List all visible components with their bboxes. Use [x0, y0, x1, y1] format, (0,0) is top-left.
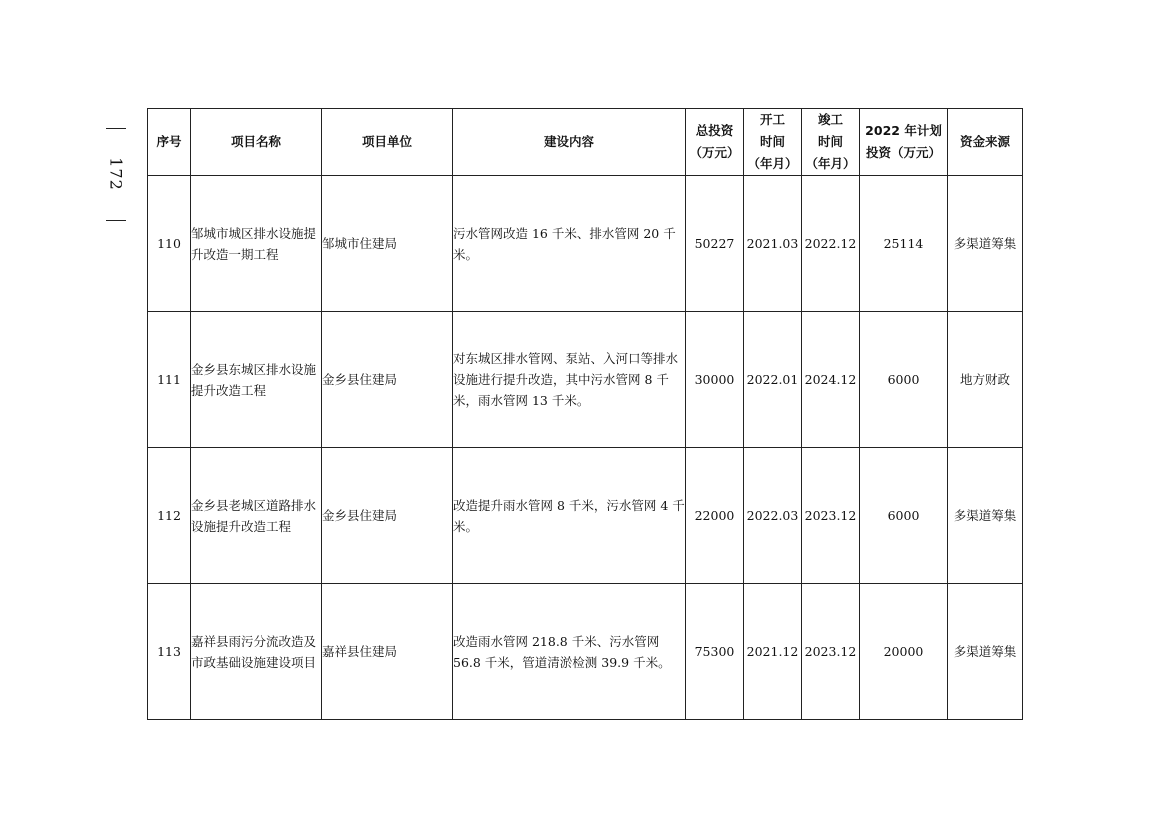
- page-number-dash-bottom: [106, 220, 126, 221]
- cell-funding-source: 多渠道筹集: [948, 176, 1023, 312]
- cell-funding-source: 地方财政: [948, 312, 1023, 448]
- cell-project-unit: 金乡县住建局: [322, 448, 453, 584]
- cell-project-unit: 嘉祥县住建局: [322, 584, 453, 720]
- cell-funding-source: 多渠道筹集: [948, 584, 1023, 720]
- header-2022-plan: [860, 109, 948, 176]
- cell-total-investment: 30000: [686, 312, 744, 448]
- header-project-unit: 项目单位: [322, 109, 453, 176]
- page-number-text: 172: [106, 157, 126, 191]
- header-2022-plan-unit: 投资（万元）: [865, 145, 941, 160]
- cell-end-time: 2024.12: [802, 312, 860, 448]
- cell-total-investment: 50227: [686, 176, 744, 312]
- cell-project-unit: 金乡县住建局: [322, 312, 453, 448]
- cell-end-time: 2023.12: [802, 448, 860, 584]
- cell-seq: 113: [148, 584, 191, 720]
- cell-construction-content: 改造提升雨水管网 8 千米，污水管网 4 千米。: [453, 448, 686, 584]
- cell-2022-plan: 20000: [860, 584, 948, 720]
- header-total-investment-line: 总投资: [695, 123, 734, 138]
- header-start-time: [744, 109, 802, 176]
- cell-2022-plan: 25114: [860, 176, 948, 312]
- cell-total-investment: 22000: [686, 448, 744, 584]
- cell-seq: 112: [148, 448, 191, 584]
- cell-start-time: 2021.12: [744, 584, 802, 720]
- cell-2022-plan: 6000: [860, 312, 948, 448]
- cell-project-name: 金乡县东城区排水设施提升改造工程: [191, 312, 322, 448]
- cell-project-name: 邹城市城区排水设施提升改造一期工程: [191, 176, 322, 312]
- cell-funding-source: 多渠道筹集: [948, 448, 1023, 584]
- cell-project-unit: 邹城市住建局: [322, 176, 453, 312]
- cell-seq: 111: [148, 312, 191, 448]
- cell-construction-content: 对东城区排水管网、泵站、入河口等排水设施进行提升改造，其中污水管网 8 千米，雨水管网 13 千米。: [453, 312, 686, 448]
- cell-project-name: 嘉祥县雨污分流改造及市政基础设施建设项目: [191, 584, 322, 720]
- header-2022-plan-line: 2022 年计划: [865, 123, 942, 138]
- cell-total-investment: 75300: [686, 584, 744, 720]
- cell-start-time: 2022.01: [744, 312, 802, 448]
- cell-project-name: 金乡县老城区道路排水设施提升改造工程: [191, 448, 322, 584]
- table-row: [148, 448, 1023, 584]
- header-end-time-unit: （年月）: [805, 156, 856, 171]
- cell-construction-content: 污水管网改造 16 千米、排水管网 20 千米。: [453, 176, 686, 312]
- table-header-row: [148, 109, 1023, 176]
- cell-start-time: 2022.03: [744, 448, 802, 584]
- header-end-time-line: 竣工: [817, 112, 843, 127]
- cell-2022-plan: 6000: [860, 448, 948, 584]
- header-end-time: [802, 109, 860, 176]
- header-start-time-line: 开工: [759, 112, 785, 127]
- header-start-time-unit: （年月）: [747, 156, 798, 171]
- projects-table: [147, 108, 1023, 720]
- cell-seq: 110: [148, 176, 191, 312]
- cell-end-time: 2023.12: [802, 584, 860, 720]
- cell-end-time: 2022.12: [802, 176, 860, 312]
- header-end-time-line: 时间: [817, 134, 843, 149]
- cell-construction-content: 改造雨水管网 218.8 千米、污水管网 56.8 千米，管道清淤检测 39.9 千米。: [453, 584, 686, 720]
- header-funding-source: 资金来源: [948, 109, 1023, 176]
- table-row: [148, 176, 1023, 312]
- cell-start-time: 2021.03: [744, 176, 802, 312]
- header-total-investment-unit: （万元）: [689, 145, 740, 160]
- header-project-name: 项目名称: [191, 109, 322, 176]
- table-row: [148, 312, 1023, 448]
- header-start-time-line: 时间: [759, 134, 785, 149]
- header-seq: 序号: [148, 109, 191, 176]
- header-total-investment: [686, 109, 744, 176]
- page-number-dash-top: [106, 128, 126, 129]
- header-construction-content: 建设内容: [453, 109, 686, 176]
- page-number: [100, 124, 132, 228]
- table-row: [148, 584, 1023, 720]
